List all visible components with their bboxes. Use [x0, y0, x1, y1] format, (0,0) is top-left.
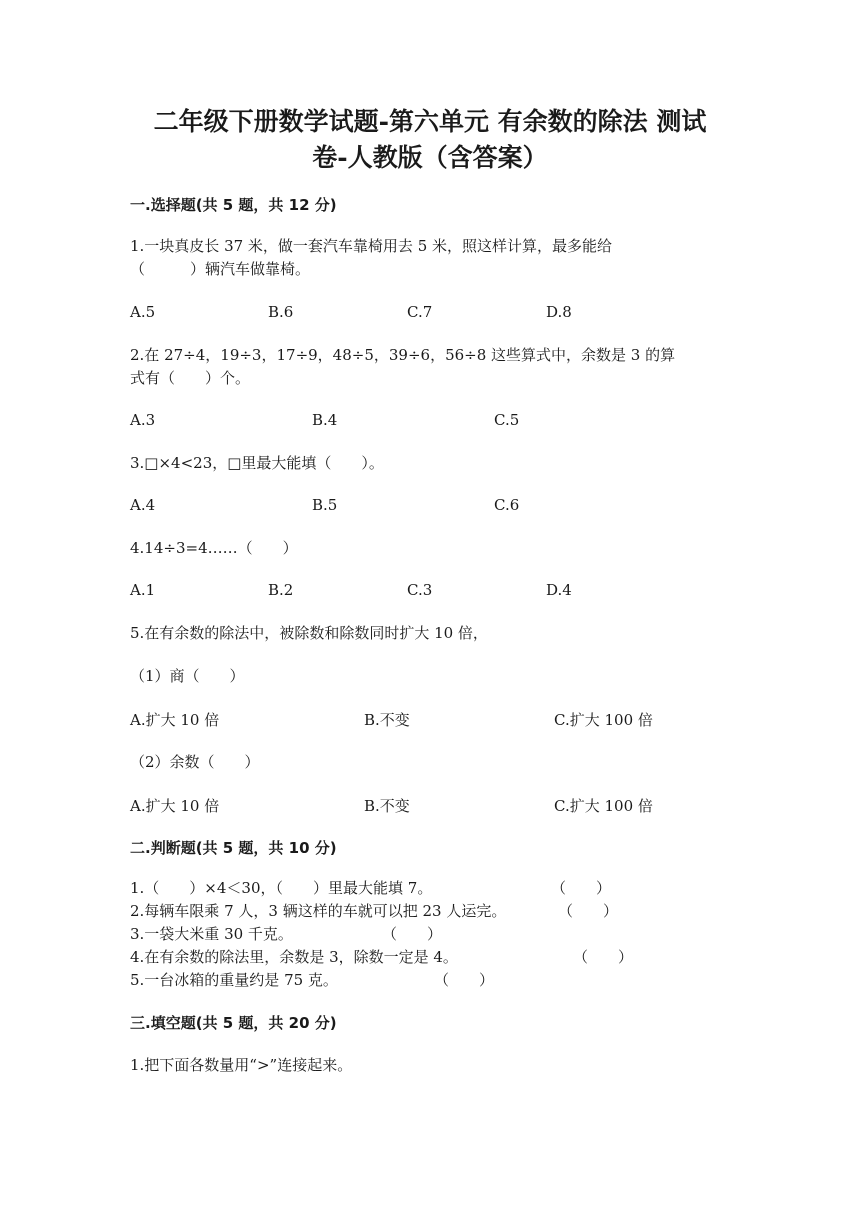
- q5-text: 5.在有余数的除法中，被除数和除数同时扩大 10 倍，: [130, 624, 488, 642]
- q5-sub1-option-a: A.扩大 10 倍: [130, 711, 220, 729]
- q1-option-b: B.6: [268, 303, 294, 321]
- q2-text-line1: 2.在 27÷4，19÷3，17÷9，48÷5，39÷6，56÷8 这些算式中，余数是 3 的算: [130, 346, 676, 364]
- page-title-line2: 卷-人教版（含答案）: [312, 143, 548, 172]
- q1-text-line1: 1.一块真皮长 37 米，做一套汽车靠椅用去 5 米，照这样计算，最多能给: [130, 237, 613, 255]
- q5-sub2-option-a: A.扩大 10 倍: [130, 797, 220, 815]
- q4-option-a: A.1: [130, 581, 156, 599]
- section-heading-fill-blank: 三.填空题(共 5 题，共 20 分): [130, 1014, 337, 1032]
- q1-option-c: C.7: [407, 303, 433, 321]
- q2-option-a: A.3: [130, 411, 156, 429]
- judgment-item-5: 5.一台冰箱的重量约是 75 克。: [130, 971, 338, 989]
- judgment-item-4: 4.在有余数的除法里，余数是 3，除数一定是 4。: [130, 948, 458, 966]
- q5-sub1-option-b: B.不变: [364, 711, 410, 729]
- q1-text-line2: （ ）辆汽车做靠椅。: [130, 260, 311, 278]
- judgment-item-4-blank: （ ）: [573, 948, 634, 966]
- q5-sub1-text: （1）商（ ）: [130, 667, 245, 685]
- q2-text-line2: 式有（ ）个。: [130, 369, 251, 387]
- page-title-line1: 二年级下册数学试题-第六单元 有余数的除法 测试: [153, 107, 707, 136]
- q1-option-a: A.5: [130, 303, 156, 321]
- q2-option-c: C.5: [494, 411, 520, 429]
- fill-q1-text: 1.把下面各数量用“>”连接起来。: [130, 1056, 353, 1074]
- q5-sub1-option-c: C.扩大 100 倍: [554, 711, 653, 729]
- q5-sub2-text: （2）余数（ ）: [130, 753, 260, 771]
- q5-sub2-option-c: C.扩大 100 倍: [554, 797, 653, 815]
- section-heading-choice: 一.选择题(共 5 题，共 12 分): [130, 196, 337, 214]
- q3-option-b: B.5: [312, 496, 338, 514]
- q4-option-d: D.4: [546, 581, 572, 599]
- q3-option-a: A.4: [130, 496, 156, 514]
- q4-option-b: B.2: [268, 581, 294, 599]
- judgment-item-1: 1.（ ）×4＜30，（ ）里最大能填 7。: [130, 879, 433, 897]
- q1-option-d: D.8: [546, 303, 572, 321]
- q2-option-b: B.4: [312, 411, 338, 429]
- q4-option-c: C.3: [407, 581, 433, 599]
- judgment-item-2: 2.每辆车限乘 7 人，3 辆这样的车就可以把 23 人运完。: [130, 902, 507, 920]
- section-heading-judgment: 二.判断题(共 5 题，共 10 分): [130, 839, 337, 857]
- q4-text: 4.14÷3=4……（ ）: [130, 539, 298, 557]
- judgment-item-1-blank: （ ）: [551, 879, 612, 897]
- q3-text: 3.□×4<23，□里最大能填（ ）。: [130, 454, 384, 472]
- judgment-item-2-blank: （ ）: [558, 902, 619, 920]
- q5-sub2-option-b: B.不变: [364, 797, 410, 815]
- judgment-item-3-blank: （ ）: [382, 925, 443, 943]
- judgment-item-5-blank: （ ）: [434, 971, 495, 989]
- judgment-item-3: 3.一袋大米重 30 千克。: [130, 925, 293, 943]
- q3-option-c: C.6: [494, 496, 520, 514]
